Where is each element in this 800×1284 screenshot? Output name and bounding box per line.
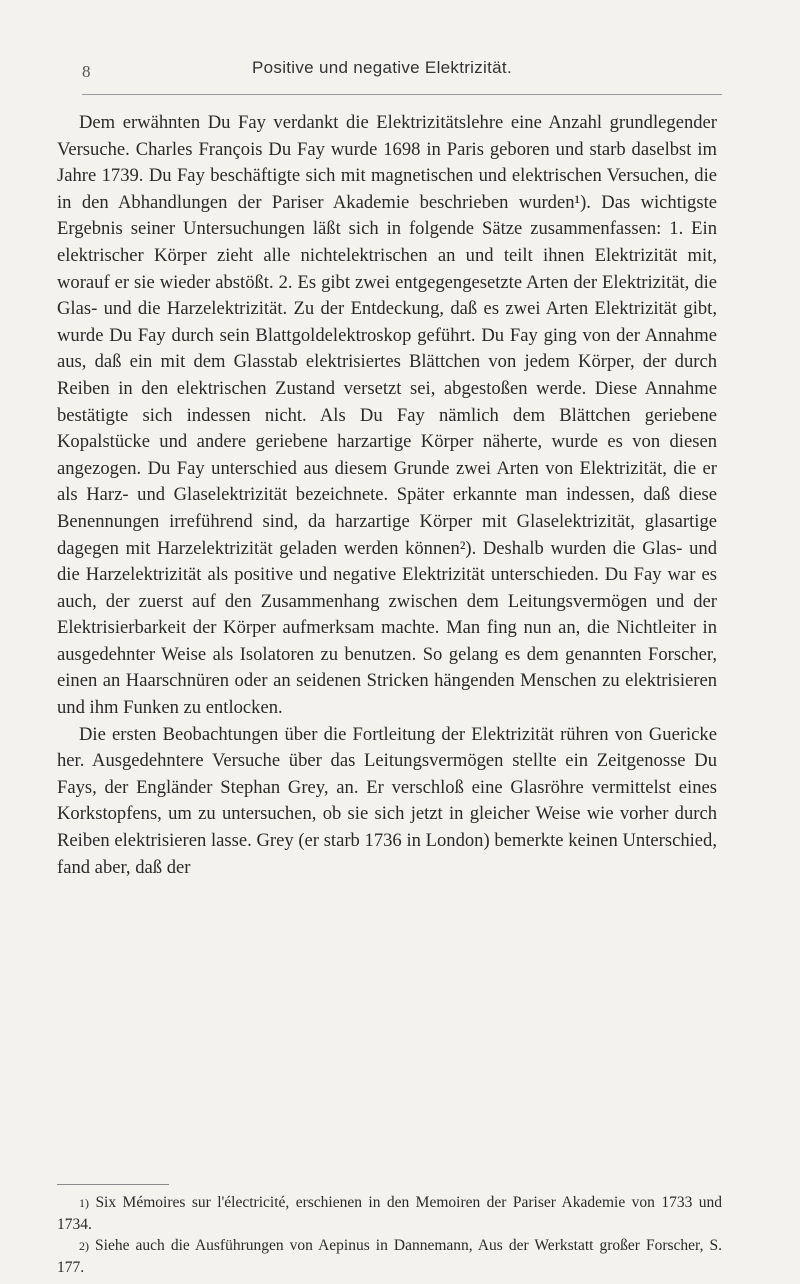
footnote-text: Siehe auch die Ausführungen von Aepinus in Dannemann, Aus der Werkstatt großer Forscher, S. 177. (57, 1237, 722, 1276)
body-text (57, 110, 717, 881)
header-rule (82, 94, 722, 95)
paragraph: Die ersten Beobachtungen über die Fortleitung der Elektrizität rühren von Guericke her. Ausgedehntere Versuche über das Leitungsvermögen stellte ein Zeitgenosse Du Fays, der Engländer Stephan Grey, an. Er verschloß eine Glasröhre vermittelst eines Korkstopfens, um zu untersuchen, ob sie sich jetzt in gleicher Weise wie vorher durch Reiben elektrisieren lasse. Grey (er starb 1736 in London) bemerkte keinen Unterschied, fand aber, daß der (57, 723, 717, 878)
paragraph: Dem erwähnten Du Fay verdankt die Elektrizitätslehre eine Anzahl grundlegender Versuche. Charles François Du Fay wurde 1698 in Paris geboren und starb daselbst im Jahre 1739. Du Fay beschäftigte sich mit magnetischen und elektrischen Versuchen, die in den Abhandlungen der Pariser Akademie beschrieben wurden¹). Das wichtigste Ergebnis seiner Untersuchungen läßt sich in folgende Sätze zusammenfassen: 1. Ein elektrischer Körper zieht alle nichtelektrischen an und teilt ihnen Elektrizität mit, worauf er sie wieder abstößt. 2. Es gibt zwei entgegengesetzte Arten der Elektrizität, die Glas- und die Harzelektrizität. Zu der Entdeckung, daß es zwei Arten Elektrizität gibt, wurde Du Fay durch sein Blattgoldelektroskop geführt. Du Fay ging von der Annahme aus, daß ein mit dem Glasstab elektrisiertes Blättchen von jedem Körper, der durch Reiben in den elektrischen Zustand versetzt sei, abgestoßen werde. Diese Annahme bestätigte sich indessen nicht. Als Du Fay nämlich dem Blättchen geriebene Kopalstücke und andere geriebene harzartige Körper näherte, wurde es von diesen angezogen. Du Fay unterschied aus diesem Grunde zwei Arten von Elektrizität, die er als Harz- und Glaselektrizität bezeichnete. Später erkannte man indessen, daß diese Benennungen irreführend sind, da harzartige Körper mit Glaselektrizität, glasartige dagegen mit Harzelektrizität geladen werden können²). Deshalb wurden die Glas- und die Harzelektrizität als positive und negative Elektrizität unterschieden. Du Fay war es auch, der zuerst auf den Zusammenhang zwischen dem Leitungsvermögen und der Elektrisierbarkeit der Körper aufmerksam machte. Man fing nun an, die Nichtleiter in ausgedehnter Weise als Isolatoren zu benutzen. So gelang es dem genannten Forscher, einen an Haarschnüren oder an seidenen Stricken hängenden Menschen zu elektrisieren und ihm Funken zu entlocken. (57, 112, 717, 719)
footnotes (57, 1192, 722, 1278)
page-number: 8 (82, 62, 91, 81)
footnote-mark: 1) (79, 1196, 89, 1210)
footnote (57, 1235, 722, 1278)
running-head: Positive und negative Elektrizität. (252, 58, 512, 77)
footnote-mark: 2) (79, 1239, 89, 1253)
footnote-text: Six Mémoires sur l'électricité, erschienen in den Memoiren der Pariser Akademie von 1733 und 1734. (57, 1194, 723, 1233)
page-header (82, 58, 732, 98)
footnote-rule (57, 1184, 169, 1185)
footnote (57, 1192, 722, 1235)
